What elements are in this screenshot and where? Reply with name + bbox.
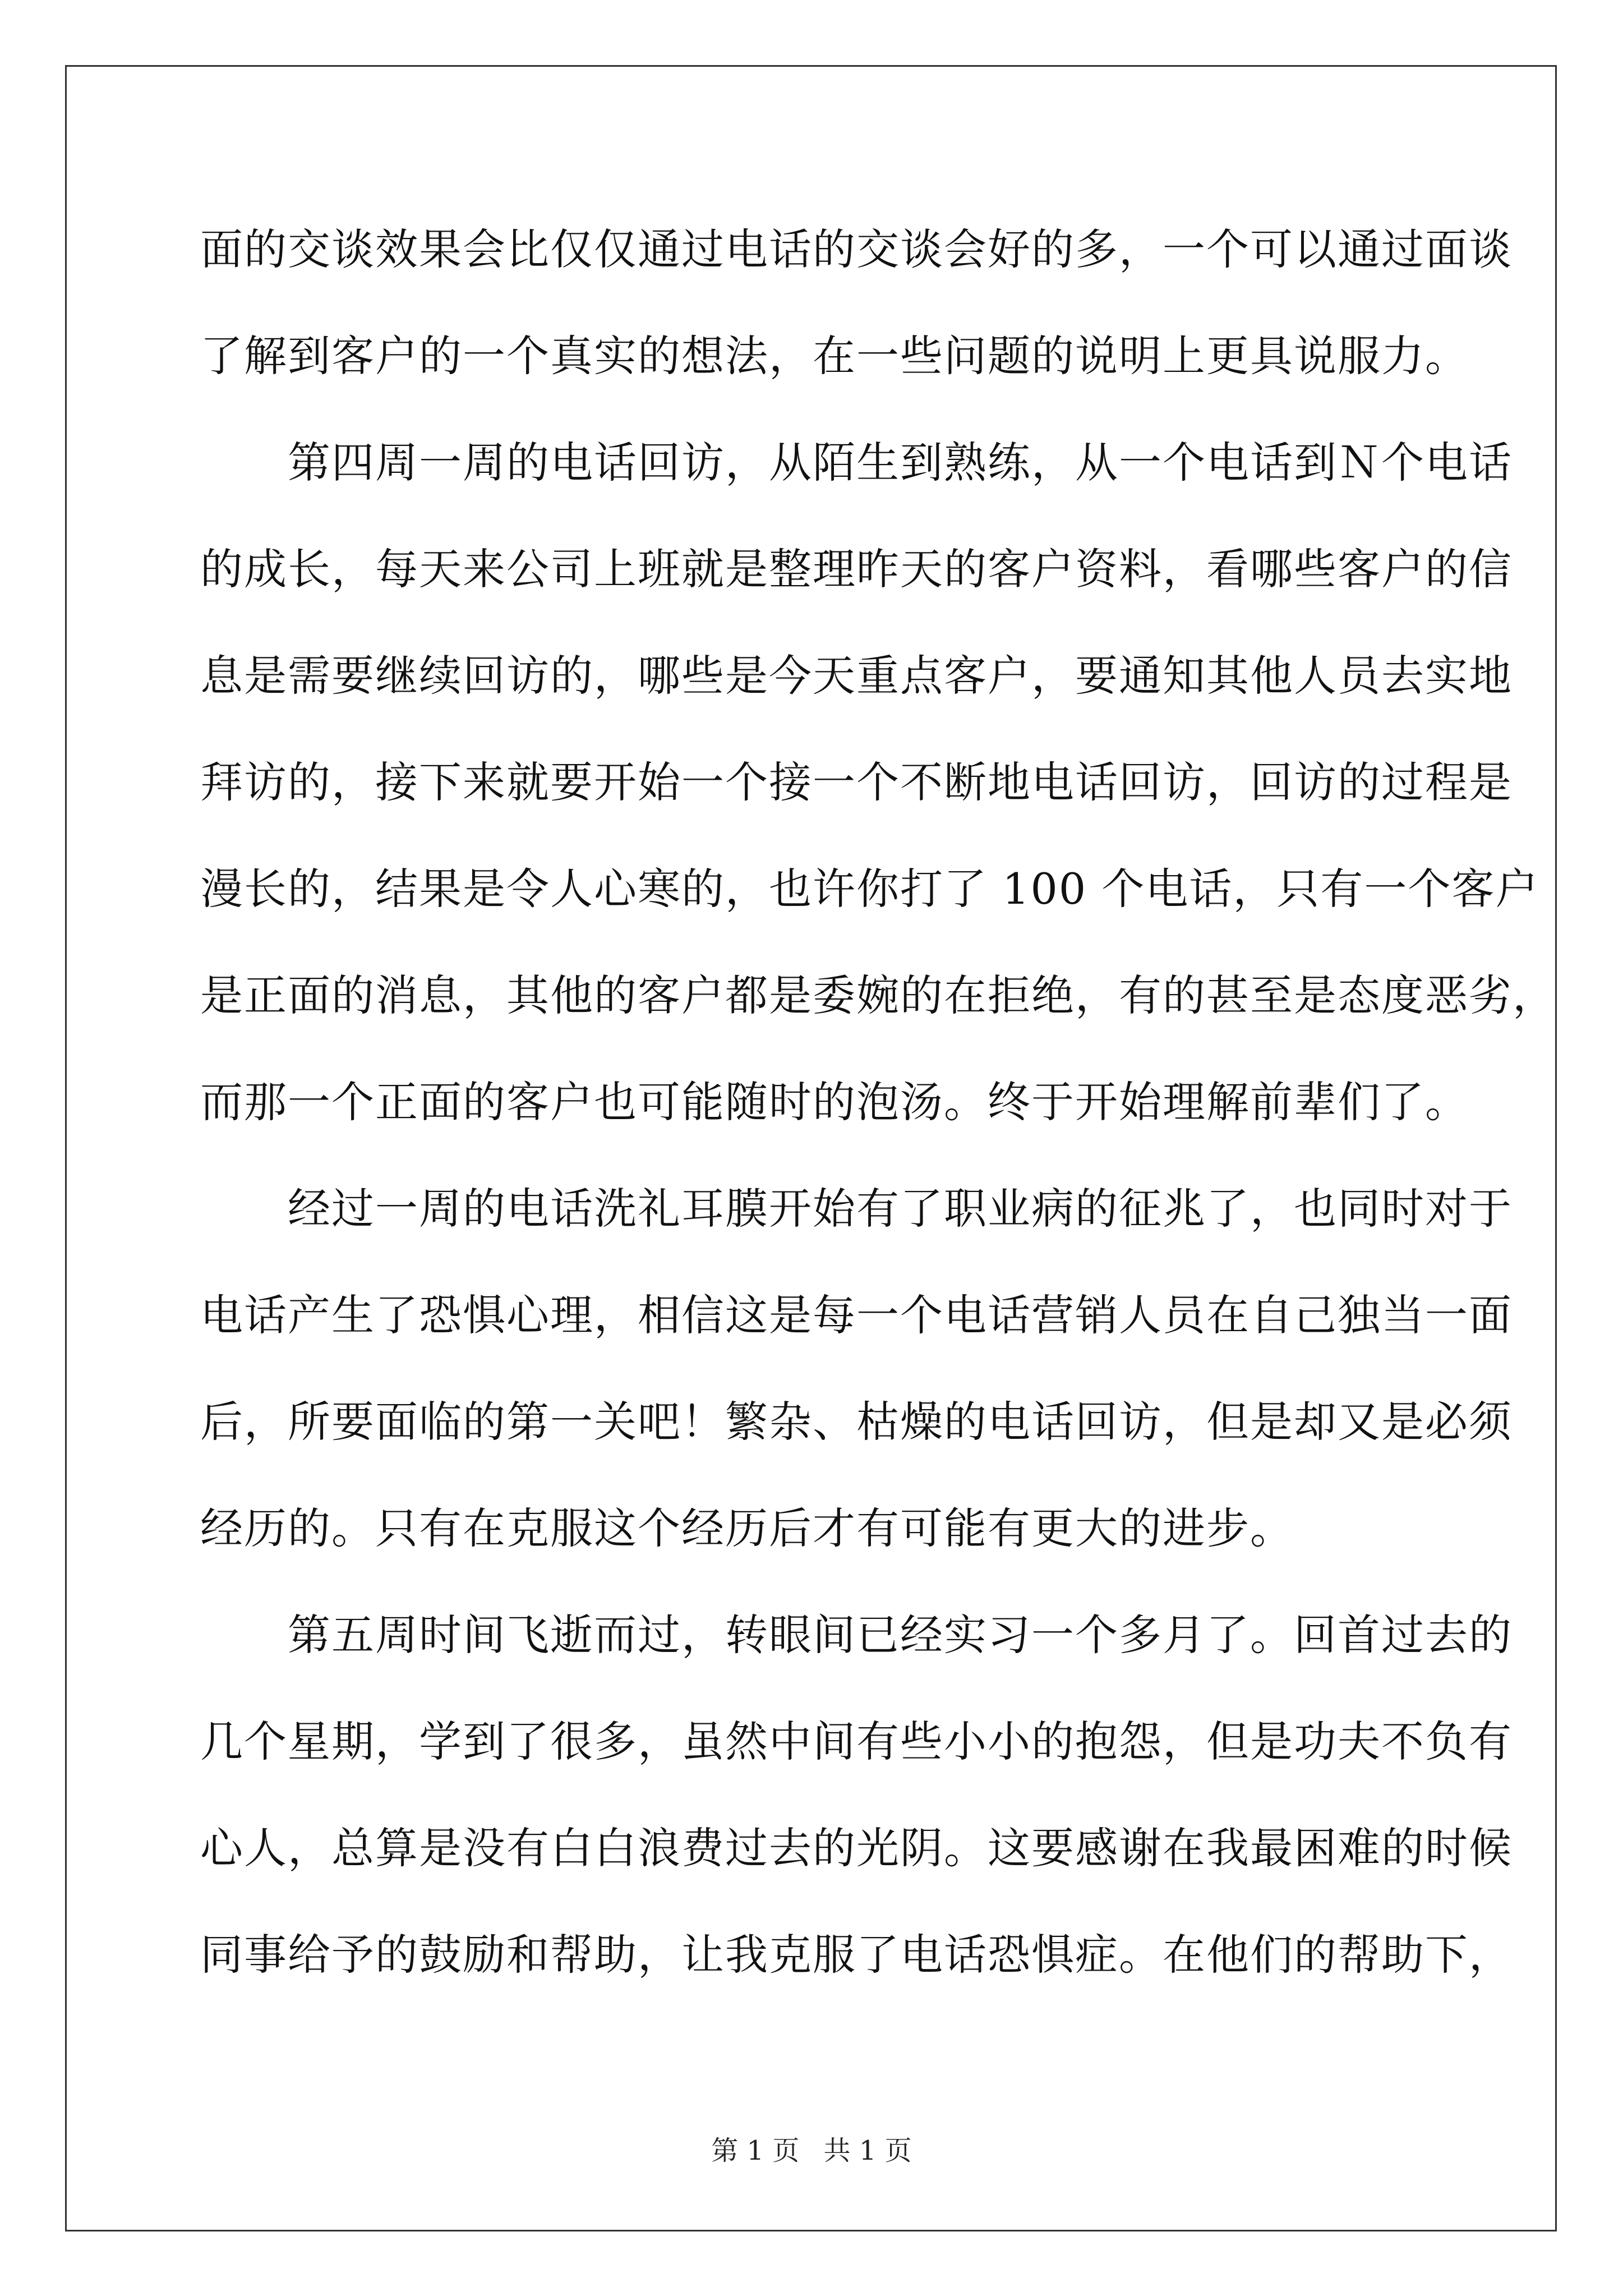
text-line: 几个星期，学到了很多，虽然中间有些小小的抱怨，但是功夫不负有	[200, 1717, 1513, 1766]
text-line: 息是需要继续回访的，哪些是今天重点客户，要通知其他人员去实地	[200, 651, 1513, 701]
text-line: 经过一周的电话洗礼耳膜开始有了职业病的征兆了，也同时对于	[200, 1184, 1513, 1234]
document-body	[200, 219, 1556, 2031]
text-line: 第五周时间飞逝而过，转眼间已经实习一个多月了。回首过去的	[200, 1610, 1513, 1660]
text-line: 的成长，每天来公司上班就是整理昨天的客户资料，看哪些客户的信	[200, 544, 1513, 594]
text-line: 而那一个正面的客户也可能随时的泡汤。终于开始理解前辈们了。	[200, 1077, 1469, 1127]
page-total: 共 1 页	[823, 2135, 912, 2166]
text-line: 同事给予的鼓励和帮助，让我克服了电话恐惧症。在他们的帮助下，	[200, 1930, 1513, 1980]
page-number: 第 1 页	[711, 2135, 800, 2166]
text-line: 是正面的消息，其他的客户都是委婉的在拒绝，有的甚至是态度恶劣，	[200, 970, 1556, 1020]
text-line: 漫长的，结果是令人心寒的，也许你打了 100 个电话，只有一个客户	[200, 864, 1539, 914]
text-line: 面的交谈效果会比仅仅通过电话的交谈会好的多，一个可以通过面谈	[200, 224, 1513, 274]
text-line: 后，所要面临的第一关吧！繁杂、枯燥的电话回访，但是却又是必须	[200, 1397, 1513, 1447]
text-line: 心人，总算是没有白白浪费过去的光阴。这要感谢在我最困难的时候	[200, 1823, 1513, 1873]
text-line: 电话产生了恐惧心理，相信这是每一个电话营销人员在自己独当一面	[200, 1290, 1513, 1340]
text-line: 经历的。只有在克服这个经历后才有可能有更大的进步。	[200, 1503, 1294, 1553]
page-footer	[0, 2129, 1623, 2168]
text-line: 拜访的，接下来就要开始一个接一个不断地电话回访，回访的过程是	[200, 757, 1513, 807]
text-line: 第四周一周的电话回访，从陌生到熟练，从一个电话到Ｎ个电话	[200, 438, 1513, 487]
text-line: 了解到客户的一个真实的想法，在一些问题的说明上更具说服力。	[200, 331, 1469, 381]
